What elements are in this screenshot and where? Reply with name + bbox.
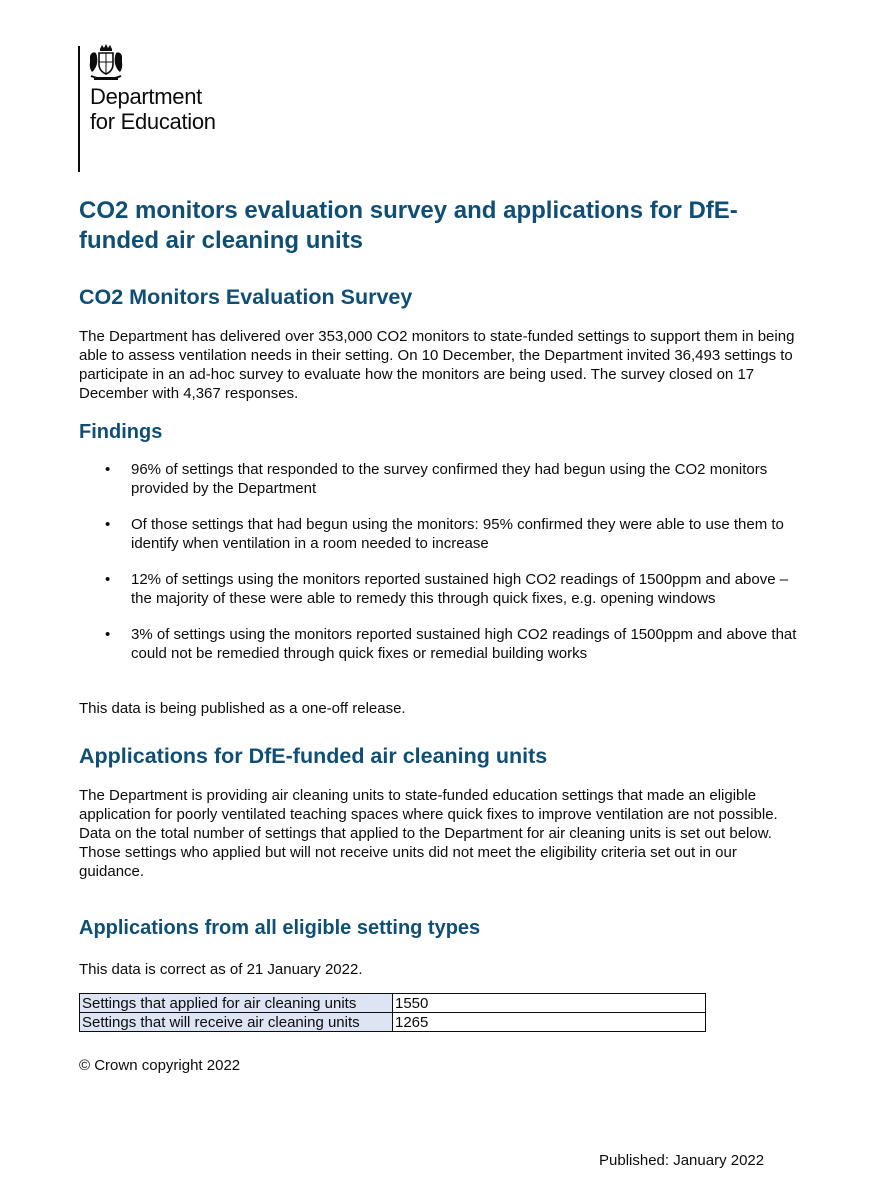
findings-list [79, 460, 799, 680]
eligible-settings-heading: Applications from all eligible setting types [79, 917, 481, 939]
table-row [80, 1013, 706, 1032]
bullet-icon: • [105, 571, 111, 588]
page-title: CO2 monitors evaluation survey and applications for DfE-funded air cleaning units [79, 197, 738, 254]
applications-heading: Applications for DfE-funded air cleaning units [79, 744, 548, 768]
table-cell-value: 1550 [393, 994, 706, 1013]
list-item [79, 570, 799, 608]
dfe-logo [78, 42, 248, 160]
survey-heading: CO2 Monitors Evaluation Survey [79, 285, 413, 309]
finding-text: 12% of settings using the monitors reported sustained high CO2 readings of 1500ppm and above – the majority of these were able to remedy this through quick fixes, e.g. opening windows [131, 571, 789, 607]
applications-table [79, 993, 706, 1032]
copyright-notice: © Crown copyright 2022 [79, 1057, 241, 1074]
table-cell-label: Settings that will receive air cleaning units [80, 1013, 393, 1032]
bullet-icon: • [105, 626, 111, 643]
applications-intro: The Department is providing air cleaning units to state-funded education settings that made an eligible application for poorly ventilated teaching spaces where quick fixes to improve ventilation are not possible. Data on the total number of settings that applied to the Department for air cleaning units is set out below. Those settings who applied but will not receive units did not meet the eligibility criteria set out in our guidance. [79, 787, 778, 880]
finding-text: 96% of settings that responded to the survey confirmed they had begun using the CO2 monitors provided by the Department [131, 461, 768, 497]
survey-intro: The Department has delivered over 353,000 CO2 monitors to state-funded settings to support them in being able to assess ventilation needs in their setting. On 10 December, the Department invited 36,493 settings to participate in an ad-hoc survey to evaluate how the monitors are being used. The survey closed on 17 December with 4,367 responses. [79, 328, 795, 402]
finding-text: Of those settings that had begun using the monitors: 95% confirmed they were able to use them to identify when ventilation in a room needed to increase [131, 516, 784, 552]
table-cell-value: 1265 [393, 1013, 706, 1032]
logo-wordmark [90, 84, 216, 134]
bullet-icon: • [105, 516, 111, 533]
logo-line-1: Department [90, 84, 202, 109]
logo-line-2: for Education [90, 109, 216, 134]
published-date: Published: January 2022 [599, 1152, 765, 1169]
one-off-note: This data is being published as a one-off release. [79, 700, 406, 717]
list-item [79, 515, 799, 553]
list-item [79, 625, 799, 663]
findings-heading: Findings [79, 421, 163, 443]
logo-divider [78, 46, 80, 172]
table-cell-label: Settings that applied for air cleaning units [80, 994, 393, 1013]
royal-coat-of-arms-icon [86, 42, 126, 84]
data-correct-note: This data is correct as of 21 January 2022. [79, 961, 363, 978]
finding-text: 3% of settings using the monitors reported sustained high CO2 readings of 1500ppm and above that could not be remedied through quick fixes or remedial building works [131, 626, 797, 662]
table-row [80, 994, 706, 1013]
bullet-icon: • [105, 461, 111, 478]
list-item [79, 460, 799, 498]
